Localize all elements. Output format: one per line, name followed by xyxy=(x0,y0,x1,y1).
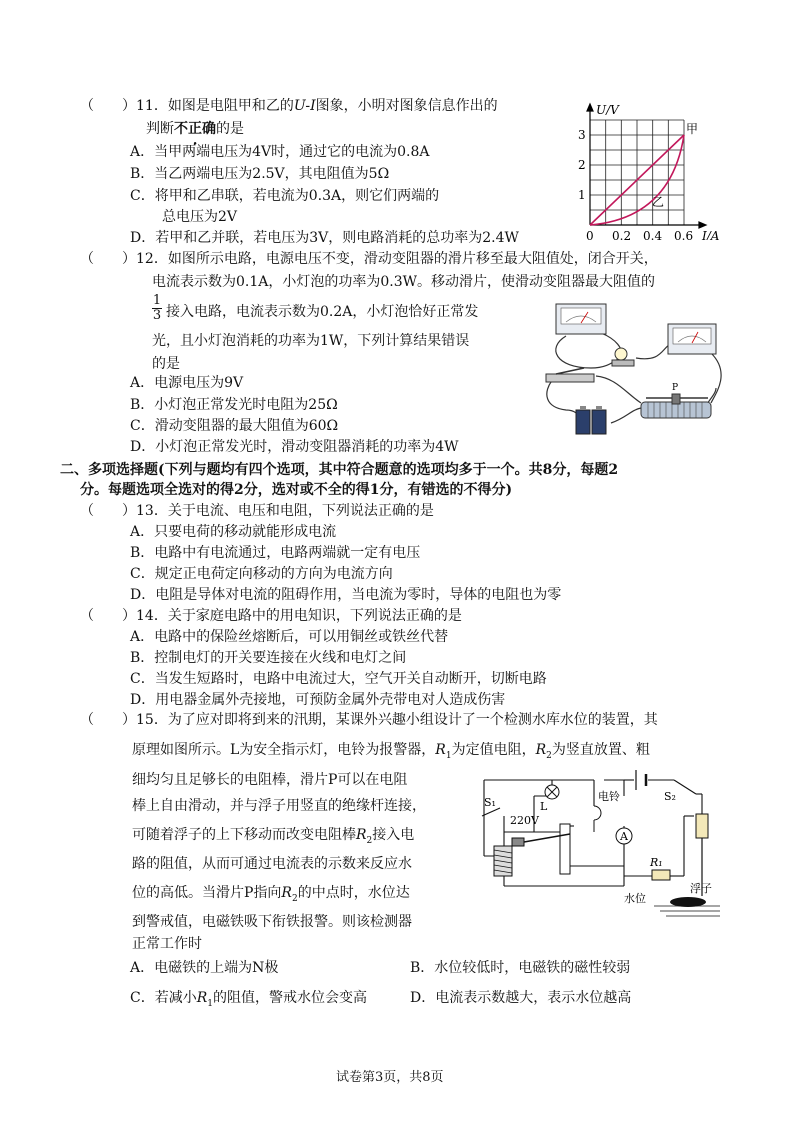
q12-stem-line5: 的是 xyxy=(152,356,180,372)
graph-xtick-0: 0 xyxy=(586,229,594,240)
graph-xtick-0.6: 0.6 xyxy=(674,229,694,240)
q12-circuit-figure xyxy=(536,298,732,448)
label-float: 浮子 xyxy=(690,882,712,895)
q13-option-b: B．电路中有电流通过，电路两端就一定有电压 xyxy=(130,545,421,561)
graph-ytick-2: 2 xyxy=(578,158,586,172)
graph-ylabel: U/V xyxy=(596,103,619,117)
graph-xtick-0.2: 0.2 xyxy=(612,229,632,240)
lamp-l xyxy=(545,785,559,799)
q11-stem-line1: （ ）11．如图是电阻甲和乙的U-I图象，小明对图象信息作出的 xyxy=(80,98,498,114)
q11-option-c: C．将甲和乙串联，若电流为0.3A，则它们两端的 xyxy=(130,188,440,204)
graph-xtick-0.4: 0.4 xyxy=(643,229,663,240)
resistor-bar-r2 xyxy=(696,814,708,838)
section2-heading-line1: 二、多项选择题(下列与题均有四个选项，其中符合题意的选项均多于一个。共8分，每题2 xyxy=(60,462,619,478)
q12-stem-line3: 接入电路，电流表示数为0.2A，小灯泡恰好正常发 xyxy=(166,304,479,320)
q13-option-a: A．只要电荷的移动就能形成电流 xyxy=(130,524,337,540)
q15-option-c: C．若减小$R_1$的阻值，警戒水位会变高 xyxy=(130,990,367,1009)
label-r1: R₁ xyxy=(650,856,663,869)
graph-ytick-3: 3 xyxy=(578,128,586,142)
battery xyxy=(576,406,606,434)
q15-circuit-diagram xyxy=(474,766,724,922)
q15-stem-line5: 可随着浮子的上下移动而改变电阻棒$R_2$接入电 xyxy=(132,827,415,846)
label-220v: 220V xyxy=(510,814,539,827)
q15-option-b: B．水位较低时，电磁铁的磁性较弱 xyxy=(410,960,631,976)
resistor-r1 xyxy=(652,870,670,880)
q12-option-a: A．电源电压为9V xyxy=(130,375,244,391)
q12-stem-line2: 电流表示数为0.1A，小灯泡的功率为0.3W。移动滑片，使滑动变阻器最大阻值的 xyxy=(152,274,656,290)
q11-option-d: D．若甲和乙并联，若电压为3V，则电路消耗的总功率为2.4W xyxy=(130,230,519,246)
q12-option-b: B．小灯泡正常发光时电阻为25Ω xyxy=(130,397,338,413)
q14-option-d: D．用电器金属外壳接地，可预防金属外壳带电对人造成伤害 xyxy=(130,692,506,708)
graph-label-jia: 甲 xyxy=(686,122,699,136)
q14-option-a: A．电路中的保险丝熔断后，可以用铜丝或铁丝代替 xyxy=(130,629,449,645)
q15-stem-line3: 细均匀且足够长的电阻棒，滑片P可以在电阻 xyxy=(132,772,408,788)
q13-option-c: C．规定正电荷定向移动的方向为电流方向 xyxy=(130,566,393,582)
graph-label-yi: 乙 xyxy=(652,195,665,209)
q12-fraction: $\frac{1}{3}$ xyxy=(152,293,162,323)
q14-option-c: C．当发生短路时，电路中电流过大，空气开关自动断开，切断电路 xyxy=(130,671,547,687)
switch xyxy=(546,368,594,382)
q15-option-d: D．电流表示数越大，表示水位越高 xyxy=(410,990,632,1006)
graph-ytick-1: 1 xyxy=(578,188,586,202)
label-l: L xyxy=(540,800,548,813)
q14-option-b: B．控制电灯的开关要连接在火线和电灯之间 xyxy=(130,650,407,666)
q12-stem-line1: （ ）12．如图所示电路，电源电压不变，滑动变阻器的滑片移至最大阻值处，闭合开关， xyxy=(80,251,658,267)
label-s2: S₂ xyxy=(664,790,676,803)
q15-stem-line9: 正常工作时 xyxy=(132,936,202,952)
graph-xlabel: I/A xyxy=(702,229,720,240)
q11-ui-graph xyxy=(566,100,726,240)
label-water-level: 水位 xyxy=(624,892,646,905)
q15-stem-line7: 位的高低。当滑片P指向$R_2$的中点时，水位达 xyxy=(132,885,410,904)
q13-option-d: D．电阻是导体对电流的阻碍作用，当电流为零时，导体的电阻也为零 xyxy=(130,587,562,603)
graph-grid xyxy=(590,120,684,225)
rheostat-p-label: P xyxy=(672,383,679,393)
q15-stem-line4: 棒上自由滑动，并与浮子用竖直的绝缘杆连接， xyxy=(132,798,426,814)
q15-stem-line6: 路的阻值，从而可通过电流表的示数来反应水 xyxy=(132,856,412,872)
q15-stem-line2: 原理如图所示。L为安全指示灯，电铃为报警器，$R_1$为定值电阻，$R_2$为竖直放置、粗 xyxy=(132,742,650,761)
voltmeter-2 xyxy=(668,324,716,354)
q15-stem-line1: （ ）15．为了应对即将到来的汛期，某课外兴趣小组设计了一个检测水库水位的装置，其 xyxy=(80,712,658,728)
q11-stem-line2: 判断不正确的是 xyxy=(146,121,244,137)
q15-stem-line8: 到警戒值，电磁铁吸下衔铁报警。则该检测器 xyxy=(132,914,412,930)
label-s1: S₁ xyxy=(484,796,496,809)
ammeter-label: A xyxy=(620,830,628,843)
q12-option-d: D．小灯泡正常发光时，滑动变阻器消耗的功率为4W xyxy=(130,439,459,455)
q11-option-c-cont: 总电压为2V xyxy=(162,209,238,225)
q15-option-a: A．电磁铁的上端为N极 xyxy=(130,960,279,976)
electric-bell xyxy=(594,806,601,832)
lamp xyxy=(612,348,634,366)
q12-option-c: C．滑动变阻器的最大阻值为60Ω xyxy=(130,418,339,434)
q14-stem: （ ）14．关于家庭电路中的用电知识，下列说法正确的是 xyxy=(80,608,462,624)
electromagnet xyxy=(494,838,524,876)
q11-option-b: B．当乙两端电压为2.5V，其电阻值为5Ω xyxy=(130,166,390,182)
q13-stem: （ ）13．关于电流、电压和电阻，下列说法正确的是 xyxy=(80,503,434,519)
rheostat xyxy=(641,394,711,418)
page-footer: 试卷第3页，共8页 xyxy=(336,1070,444,1085)
label-bell: 电铃 xyxy=(598,790,620,803)
ammeter-1 xyxy=(556,304,606,334)
section2-heading-line2: 分。每题选项全选对的得2分，选对或不全的得1分，有错选的不得分) xyxy=(80,482,513,498)
q11-option-a: A．当甲两端电压为4V时，通过它的电流为0.8A xyxy=(130,144,430,160)
q12-stem-line4: 光，且小灯泡消耗的功率为1W，下列计算结果错误 xyxy=(152,333,470,349)
